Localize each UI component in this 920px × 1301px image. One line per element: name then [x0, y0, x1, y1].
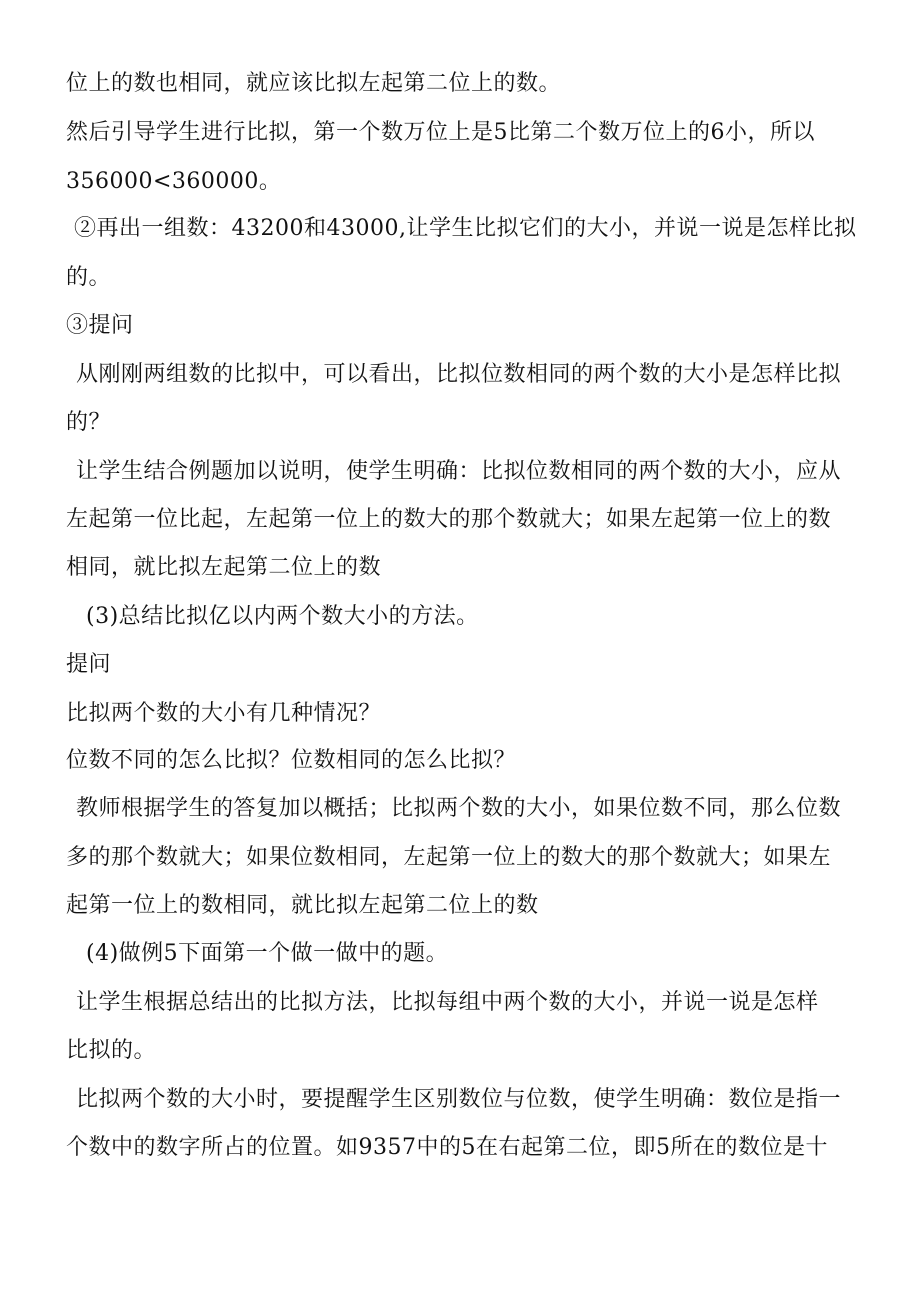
- text-line-13: 提问: [66, 652, 112, 677]
- text-line-1: 位上的数也相同，就应该比拟左起第二位上的数。: [66, 71, 562, 96]
- text-line-4: ②再出一组数：43200和43000,让学生比拟它们的大小，并说一说是怎样比拟: [74, 216, 857, 241]
- text-line-23: 个数中的数字所占的位置。如9357中的5在右起第二位，即5所在的数位是十: [66, 1135, 828, 1160]
- text-line-14: 比拟两个数的大小有几种情况？: [66, 701, 382, 726]
- text-line-10: 左起第一位比起，左起第一位上的数大的那个数就大；如果左起第一位上的数: [66, 507, 832, 532]
- text-line-8: 的？: [66, 410, 112, 435]
- text-line-11: 相同，就比拟左起第二位上的数: [66, 555, 382, 580]
- text-line-12: (3)总结比拟亿以内两个数大小的方法。: [86, 604, 479, 629]
- text-line-7: 从刚刚两组数的比拟中，可以看出，比拟位数相同的两个数的大小是怎样比拟: [76, 362, 842, 387]
- text-line-16: 教师根据学生的答复加以概括；比拟两个数的大小，如果位数不同，那么位数: [76, 796, 842, 821]
- text-line-3: 356000<360000。: [66, 169, 282, 194]
- text-line-22: 比拟两个数的大小时，要提醒学生区别数位与位数，使学生明确：数位是指一: [76, 1087, 842, 1112]
- text-line-6: ③提问: [66, 313, 134, 338]
- text-line-2: 然后引导学生进行比拟，第一个数万位上是5比第二个数万位上的6小，所以: [66, 120, 815, 145]
- text-line-20: 让学生根据总结出的比拟方法，比拟每组中两个数的大小，并说一说是怎样: [76, 990, 819, 1015]
- text-line-18: 起第一位上的数相同，就比拟左起第二位上的数: [66, 893, 539, 918]
- text-line-9: 让学生结合例题加以说明，使学生明确：比拟位数相同的两个数的大小，应从: [76, 459, 842, 484]
- text-line-21: 比拟的。: [66, 1038, 157, 1063]
- text-line-15: 位数不同的怎么比拟？位数相同的怎么比拟？: [66, 748, 517, 773]
- text-line-17: 多的那个数就大；如果位数相同，左起第一位上的数大的那个数就大；如果左: [66, 845, 832, 870]
- text-line-19: (4)做例5下面第一个做一做中的题。: [86, 941, 449, 966]
- text-line-5: 的。: [66, 265, 112, 290]
